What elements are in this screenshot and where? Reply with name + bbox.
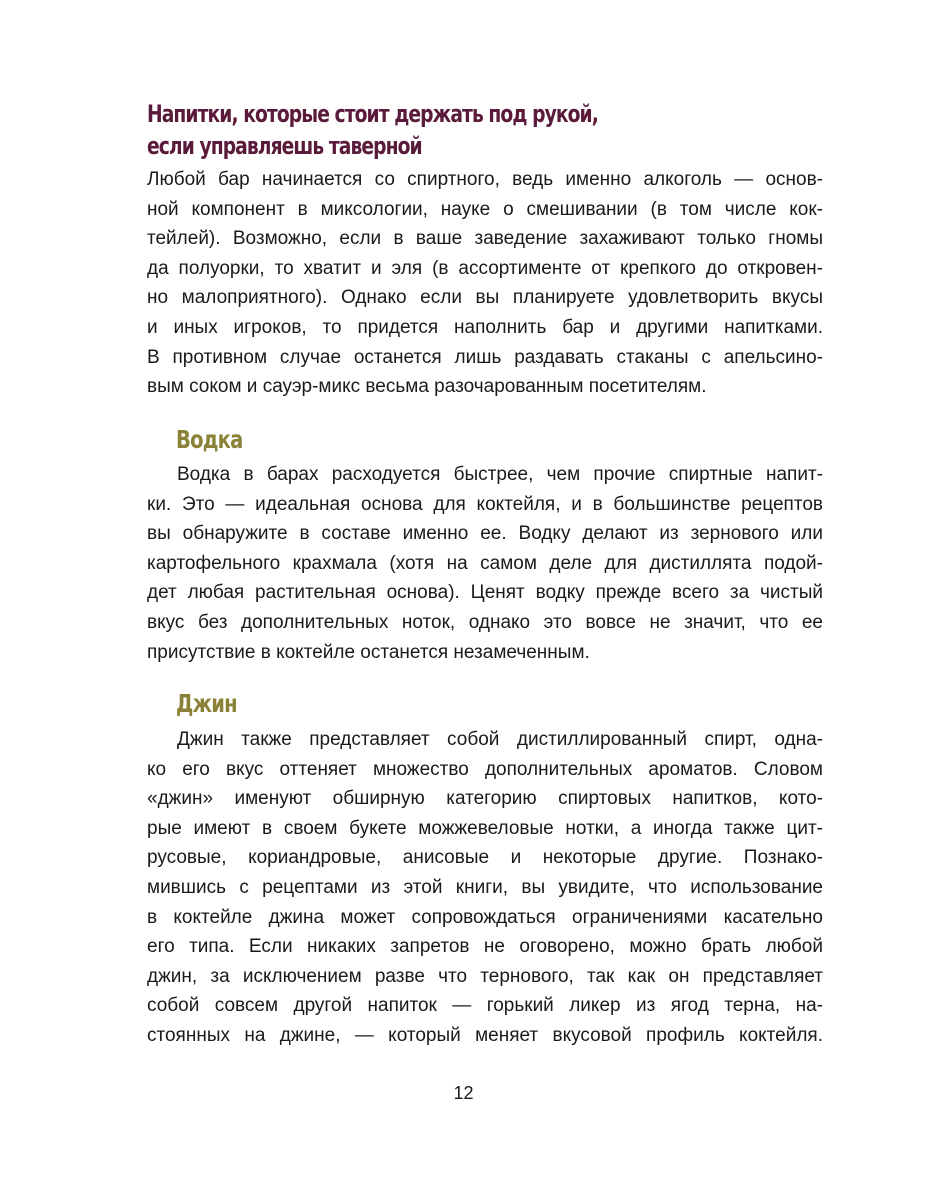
section-heading-gin: Джин (176, 689, 237, 718)
paragraph-line: ко его вкус оттеняет множество дополнительных ароматов. Словом (147, 758, 823, 780)
paragraph-line: в коктейле джина может сопровождаться ограничениями касательно (147, 906, 823, 928)
paragraph-line: Любой бар начинается со спиртного, ведь именно алкоголь — основ- (147, 169, 823, 190)
paragraph-line: вы обнаружите в составе именно ее. Водку делают из зернового или (147, 523, 823, 545)
paragraph-line: вым соком и сауэр-микс весьма разочарованным посетителям. (147, 376, 707, 398)
paragraph-line: В противном случае останется лишь раздавать стаканы с апельсино- (147, 346, 823, 368)
paragraph-line: джин, за исключением разве что тернового, так как он представляет (147, 965, 823, 987)
paragraph-line: русовые, кориандровые, анисовые и некоторые другие. Познако- (147, 847, 823, 869)
paragraph-line: его типа. Если никаких запретов не оговорено, можно брать любой (147, 936, 823, 958)
paragraph-line: «джин» именуют обширную категорию спиртовых напитков, кото- (147, 788, 823, 810)
page-title-line-1: Напитки, которые стоит держать под рукой, (147, 100, 598, 128)
paragraph-line: картофельного крахмала (хотя на самом деле для дистиллята подой- (147, 552, 823, 574)
paragraph-line: и иных игроков, то придется наполнить бар и другими напитками. (147, 316, 823, 338)
paragraph-line: присутствие в коктейле останется незамеченным. (147, 641, 590, 663)
page-title-line-2: если управляешь таверной (147, 132, 422, 160)
paragraph-line: рые имеют в своем букете можжевеловые нотки, а иногда также цит- (147, 817, 823, 839)
paragraph-line: вкус без дополнительных ноток, однако это вовсе не значит, что ее (147, 611, 823, 633)
page-title (147, 98, 615, 162)
paragraph-line: мившись с рецептами из этой книги, вы увидите, что использование (147, 876, 823, 898)
paragraph-line: собой совсем другой напиток — горький ликер из ягод терна, на- (147, 995, 823, 1017)
paragraph-line: Водка в барах расходуется быстрее, чем прочие спиртные напит- (177, 464, 823, 485)
intro-paragraph (147, 165, 823, 402)
paragraph-line: дет любая растительная основа). Ценят водку прежде всего за чистый (147, 582, 823, 604)
paragraph-line: Джин также представляет собой дистиллированный спирт, одна- (177, 729, 823, 750)
gin-paragraph (147, 725, 823, 1051)
vodka-paragraph (147, 460, 823, 667)
paragraph-line: да полуорки, то хватит и эля (в ассортименте от крепкого до откровен- (147, 257, 823, 279)
paragraph-line: ки. Это — идеальная основа для коктейля, и в большинстве рецептов (147, 493, 823, 515)
page-number: 12 (453, 1083, 474, 1103)
paragraph-line: ной компонент в миксологии, науке о смешивании (в том числе кок- (147, 198, 823, 220)
paragraph-line: стоянных на джине, — который меняет вкусовой профиль коктейля. (147, 1024, 823, 1046)
paragraph-line: тейлей). Возможно, если в ваше заведение захаживают только гномы (147, 228, 823, 250)
paragraph-line: но малоприятного). Однако если вы планируете удовлетворить вкусы (147, 287, 823, 309)
section-heading-vodka: Водка (176, 425, 243, 454)
